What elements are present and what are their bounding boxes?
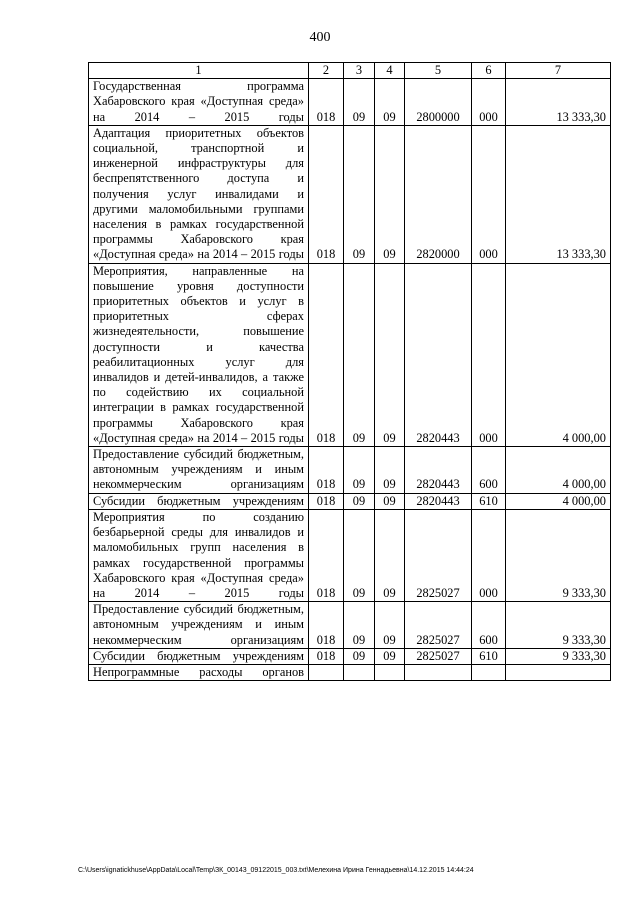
amount-cell: 13 333,30 xyxy=(506,79,611,126)
ministry-code-cell: 018 xyxy=(309,493,344,509)
target-article-cell: 2825027 xyxy=(405,602,472,649)
target-article-cell: 2825027 xyxy=(405,509,472,601)
subsection-code-cell: 09 xyxy=(375,447,405,494)
row-name-cell: Адаптация приоритетных объектов социальной, транспортной и инженерной инфраструктуры для беспрепятственного доступа и получения услуг инвалидами и другими маломобильными группами населения в рамках государственной программы Хабаровского края «Доступная среда» на 2014 – 2015 годы xyxy=(89,125,309,263)
target-article-cell xyxy=(405,664,472,680)
amount-cell: 9 333,30 xyxy=(506,509,611,601)
ministry-code-cell: 018 xyxy=(309,79,344,126)
row-name-cell: Мероприятия по созданию безбарьерной среды для инвалидов и маломобильных групп населения в рамках государственной программы Хабаровского края «Доступная среда» на 2014 – 2015 годы xyxy=(89,509,309,601)
amount-cell: 9 333,30 xyxy=(506,648,611,664)
table-row xyxy=(89,602,611,649)
row-name-cell: Непрограммные расходы органов xyxy=(89,664,309,680)
column-header: 2 xyxy=(309,63,344,79)
section-code-cell: 09 xyxy=(344,79,375,126)
target-article-cell: 2800000 xyxy=(405,79,472,126)
column-header: 6 xyxy=(472,63,506,79)
target-article-cell: 2820443 xyxy=(405,263,472,446)
subsection-code-cell: 09 xyxy=(375,79,405,126)
amount-cell: 4 000,00 xyxy=(506,263,611,446)
table-row xyxy=(89,648,611,664)
section-code-cell: 09 xyxy=(344,125,375,263)
subsection-code-cell: 09 xyxy=(375,602,405,649)
row-name-cell: Государственная программа Хабаровского края «Доступная среда» на 2014 – 2015 годы xyxy=(89,79,309,126)
amount-cell: 9 333,30 xyxy=(506,602,611,649)
table-row xyxy=(89,125,611,263)
section-code-cell: 09 xyxy=(344,263,375,446)
expense-type-cell xyxy=(472,664,506,680)
subsection-code-cell: 09 xyxy=(375,509,405,601)
subsection-code-cell: 09 xyxy=(375,125,405,263)
table-row xyxy=(89,493,611,509)
subsection-code-cell: 09 xyxy=(375,493,405,509)
expense-type-cell: 610 xyxy=(472,648,506,664)
subsection-code-cell xyxy=(375,664,405,680)
expense-type-cell: 600 xyxy=(472,602,506,649)
expense-type-cell: 000 xyxy=(472,125,506,263)
ministry-code-cell: 018 xyxy=(309,263,344,446)
amount-cell: 4 000,00 xyxy=(506,493,611,509)
row-name-cell: Предоставление субсидий бюджетным, автономным учреждениям и иным некоммерческим организациям xyxy=(89,602,309,649)
ministry-code-cell: 018 xyxy=(309,125,344,263)
amount-cell: 13 333,30 xyxy=(506,125,611,263)
column-header: 3 xyxy=(344,63,375,79)
row-name-cell: Предоставление субсидий бюджетным, автономным учреждениям и иным некоммерческим организациям xyxy=(89,447,309,494)
ministry-code-cell: 018 xyxy=(309,509,344,601)
table-header-row xyxy=(89,63,611,79)
expense-type-cell: 000 xyxy=(472,263,506,446)
subsection-code-cell: 09 xyxy=(375,648,405,664)
section-code-cell xyxy=(344,664,375,680)
row-name-cell: Субсидии бюджетным учреждениям xyxy=(89,648,309,664)
table-row xyxy=(89,263,611,446)
ministry-code-cell: 018 xyxy=(309,447,344,494)
target-article-cell: 2820443 xyxy=(405,447,472,494)
column-header: 4 xyxy=(375,63,405,79)
expense-type-cell: 000 xyxy=(472,79,506,126)
expense-type-cell: 000 xyxy=(472,509,506,601)
row-name-cell: Мероприятия, направленные на повышение уровня доступности приоритетных объектов и услуг в приоритетных сферах жизнедеятельности, повышение доступности и качества реабилитационных услуг для инвалидов и детей-инвалидов, а также по содействию их социальной интеграции в рамках государственной программы Хабаровского края «Доступная среда» на 2014 – 2015 годы xyxy=(89,263,309,446)
target-article-cell: 2820443 xyxy=(405,493,472,509)
expense-type-cell: 610 xyxy=(472,493,506,509)
section-code-cell: 09 xyxy=(344,602,375,649)
ministry-code-cell xyxy=(309,664,344,680)
page-number: 400 xyxy=(309,30,331,45)
column-header: 5 xyxy=(405,63,472,79)
table-row xyxy=(89,509,611,601)
section-code-cell: 09 xyxy=(344,447,375,494)
ministry-code-cell: 018 xyxy=(309,648,344,664)
amount-cell: 4 000,00 xyxy=(506,447,611,494)
footer-file-path: C:\Users\ignatickhuse\AppData\Local\Temp\ЗК_00143_09122015_003.txt\Мелехина Ирина Геннадьевна\14.12.2015 14:44:24 xyxy=(78,867,474,874)
section-code-cell: 09 xyxy=(344,509,375,601)
section-code-cell: 09 xyxy=(344,648,375,664)
section-code-cell: 09 xyxy=(344,493,375,509)
amount-cell xyxy=(506,664,611,680)
table-row xyxy=(89,79,611,126)
ministry-code-cell: 018 xyxy=(309,602,344,649)
expense-type-cell: 600 xyxy=(472,447,506,494)
table-row xyxy=(89,447,611,494)
column-header: 7 xyxy=(506,63,611,79)
subsection-code-cell: 09 xyxy=(375,263,405,446)
row-name-cell: Субсидии бюджетным учреждениям xyxy=(89,493,309,509)
target-article-cell: 2820000 xyxy=(405,125,472,263)
budget-table xyxy=(88,62,611,681)
target-article-cell: 2825027 xyxy=(405,648,472,664)
column-header: 1 xyxy=(89,63,309,79)
table-row xyxy=(89,664,611,680)
